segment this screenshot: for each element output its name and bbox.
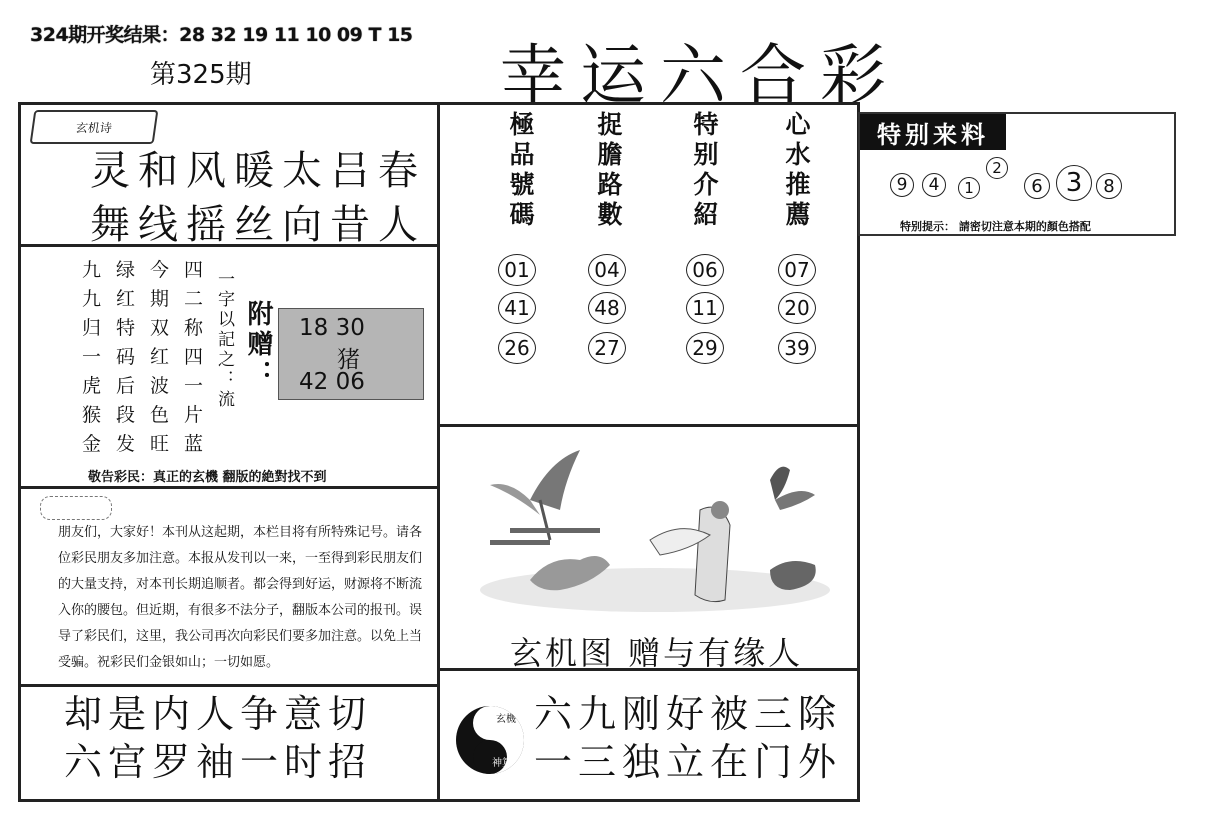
riddle-hint: 一字以記之：流 [214,270,234,410]
riddle-char: 一 [82,346,102,368]
riddle-char: 旺 [150,433,170,455]
yin-yang-label: 神算 [492,758,512,769]
special-circle: 8 [1096,173,1122,199]
column-head-char: 極 [509,110,535,139]
number-ball: 29 [686,332,724,364]
bottom-left-poem [64,690,372,786]
column-head-char: 膽 [597,140,623,169]
riddle-char: 金 [82,433,102,455]
column-head-char: 别 [693,140,719,169]
number-column [596,110,624,230]
gift-box [278,308,424,400]
riddle-char: 发 [116,433,136,455]
special-head: 特别来料 [860,114,1006,150]
article-tag [40,496,112,520]
column-head-char: 水 [785,140,811,169]
column-head-char: 介 [693,170,719,199]
poem-line: 六九刚好被三除 [534,692,843,736]
number-ball: 39 [778,332,816,364]
riddle-char: 红 [150,346,170,368]
special-circle: 4 [922,173,946,197]
riddle-char: 红 [116,288,136,310]
gift-numbers: 42 06 [299,369,365,395]
gift-zodiac: 猪 [337,347,360,373]
riddle-grid [82,256,218,459]
riddle-char: 期 [150,288,170,310]
riddle-char: 色 [150,404,170,426]
number-ball: 26 [498,332,536,364]
number-ball: 20 [778,292,816,324]
special-numbers [880,155,1170,215]
issue-number: 第325期 [150,60,252,90]
riddle-char: 归 [82,317,102,339]
number-ball: 07 [778,254,816,286]
riddle-char: 片 [184,404,204,426]
mystery-illustration [470,440,840,620]
riddle-char: 九 [82,259,102,281]
riddle-char: 双 [150,317,170,339]
special-circle: 6 [1024,173,1050,199]
picture-caption: 玄机图 赠与有缘人 [510,634,804,672]
riddle-char: 一 [184,375,204,397]
numbers-panel [500,110,860,420]
riddle-char: 四 [184,259,204,281]
number-ball: 06 [686,254,724,286]
poem-tag-label: 玄机诗 [74,120,113,135]
divider [18,684,438,687]
riddle-column [116,256,150,459]
page-title: 幸运六合彩 [500,37,900,114]
number-column [784,110,812,230]
riddle-char: 后 [116,375,136,397]
riddle-char: 四 [184,346,204,368]
column-head-char: 特 [693,110,719,139]
column-head-char: 品 [509,140,535,169]
gift-numbers: 18 30 [299,315,365,341]
riddle-char: 蓝 [184,433,204,455]
article-text: 朋友们，大家好！本刊从这起期，本栏目将有所特殊记号。请各位彩民朋友多加注意。本报从发刊以一来，一至得到彩民朋友们的大量支持，对本刊长期追顺者。都会得到好运，财源将不断流入你的腰包。但近期，有很多不法分子，翻版本公司的报刊。误导了彩民们，这里，我公司再次向彩民们要多加注意。以免上当受骗。祝彩民们金银如山；一切如愿。 [58,525,423,670]
yin-yang-icon [456,706,524,774]
divider [438,424,860,427]
number-ball: 48 [588,292,626,324]
number-column [508,110,536,230]
column-head-char: 路 [597,170,623,199]
poem-line: 却是内人争意切 [64,692,373,736]
number-ball: 27 [588,332,626,364]
riddle-char: 波 [150,375,170,397]
column-head-char: 捉 [597,110,623,139]
number-ball: 11 [686,292,724,324]
riddle-char: 特 [116,317,136,339]
column-head-char: 推 [785,170,811,199]
top-poem [90,144,426,252]
riddle-char: 绿 [116,259,136,281]
riddle-char: 段 [116,404,136,426]
riddle-char: 码 [116,346,136,368]
special-circle: 9 [890,173,914,197]
riddle-char: 二 [184,288,204,310]
column-head-char: 碼 [509,200,535,229]
column-head-char: 號 [509,170,535,199]
divider [18,486,438,489]
poem-line: 舞线摇丝向昔人 [90,202,426,248]
riddle-char: 称 [184,317,204,339]
special-circle: 2 [986,157,1008,179]
special-hint: 特别提示： 請密切注意本期的顏色搭配 [900,220,1091,233]
riddle-column [150,256,184,459]
riddle-char: 九 [82,288,102,310]
riddle-column [82,256,116,459]
special-circle: 3 [1056,165,1092,201]
poem-tag [30,110,159,144]
column-head-char: 心 [785,110,811,139]
special-circle: 1 [958,177,980,199]
gift-label: 附赠： [243,300,273,390]
column-head-char: 紹 [693,200,719,229]
column-head-char: 數 [597,200,623,229]
poem-line: 六宫罗袖一时招 [64,740,373,784]
riddle-char: 虎 [82,375,102,397]
number-ball: 01 [498,254,536,286]
number-ball: 41 [498,292,536,324]
number-column [692,110,720,230]
number-ball: 04 [588,254,626,286]
riddle-char: 猴 [82,404,102,426]
riddle-char: 今 [150,259,170,281]
poem-line: 灵和风暖太吕春 [90,148,426,194]
yin-yang-label: 玄機 [496,714,516,725]
column-head-char: 薦 [785,200,811,229]
divider-vertical [437,102,440,802]
notice-text: 敬告彩民：真正的玄機 翻版的絶對找不到 [88,470,327,485]
last-draw-result: 324期开奖结果：28 32 19 11 10 09 T 15 [30,24,413,46]
bottom-right-poem [534,690,842,786]
poem-line: 一三独立在门外 [534,740,843,784]
